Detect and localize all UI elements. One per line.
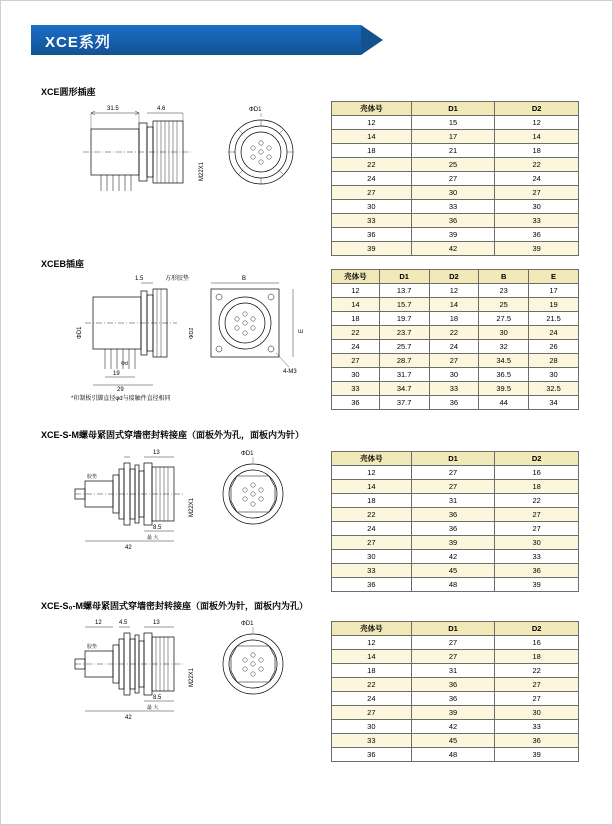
table-row: [332, 734, 579, 748]
cell-shell: 22: [332, 158, 412, 172]
svg-text:13: 13: [153, 620, 160, 626]
cell-shell: 30: [332, 720, 412, 734]
cell-d1: 25.7: [379, 340, 429, 354]
cell-d2: 39: [495, 242, 579, 256]
svg-text:12: 12: [95, 620, 102, 626]
cell-shell: 12: [332, 466, 412, 480]
cell-d2: 30: [495, 200, 579, 214]
col-header-d2: D2: [495, 102, 579, 116]
col-header-shell: 壳体号: [332, 452, 412, 466]
section-title-xce-round: XCE圆形插座: [41, 87, 96, 97]
cell-d1: 42: [411, 720, 495, 734]
svg-text:Φd: Φd: [121, 361, 128, 367]
cell-d2: 18: [495, 480, 579, 494]
footnote-xceb: *印制板引脚直径φd与接触件直径相同: [71, 396, 171, 402]
col-header-d2: D2: [495, 452, 579, 466]
cell-shell: 27: [332, 536, 412, 550]
cell-shell: 18: [332, 664, 412, 678]
cell-shell: 36: [332, 228, 412, 242]
cell-d1: 27: [411, 650, 495, 664]
cell-d2: 30: [429, 368, 479, 382]
svg-text:ΦD1: ΦD1: [249, 107, 262, 113]
section-title-xceb: XCEB插座: [41, 259, 85, 269]
svg-text:ΦD1: ΦD1: [241, 621, 254, 627]
cell-shell: 12: [332, 116, 412, 130]
cell-d2: 33: [429, 382, 479, 396]
cell-d2: 24: [495, 172, 579, 186]
cell-d1: 31: [411, 494, 495, 508]
cell-shell: 14: [332, 130, 412, 144]
table-row: [332, 158, 579, 172]
cell-e: 34: [529, 396, 579, 410]
col-header-shell: 壳体号: [332, 622, 412, 636]
table-row: [332, 298, 579, 312]
table-xce-s-m: [331, 451, 579, 592]
svg-text:E: E: [299, 328, 305, 333]
cell-shell: 12: [332, 284, 380, 298]
cell-shell: 36: [332, 748, 412, 762]
cell-d1: 39: [411, 228, 495, 242]
cell-e: 30: [529, 368, 579, 382]
svg-text:方形胶垫: 方形胶垫: [165, 276, 190, 282]
cell-e: 17: [529, 284, 579, 298]
page-header-banner: [31, 25, 401, 55]
drawing-xceb: [61, 269, 311, 399]
cell-d2: 22: [495, 664, 579, 678]
cell-d1: 19.7: [379, 312, 429, 326]
svg-text:42: 42: [125, 715, 132, 721]
cell-d2: 18: [495, 144, 579, 158]
table-header-row: [332, 622, 579, 636]
cell-d2: 22: [495, 158, 579, 172]
svg-text:ΦD1: ΦD1: [77, 326, 83, 339]
cell-shell: 14: [332, 298, 380, 312]
cell-d1: 42: [411, 242, 495, 256]
drawing-xce-round: [61, 99, 311, 209]
svg-text:M22X1: M22X1: [189, 667, 195, 687]
cell-d2: 24: [429, 340, 479, 354]
table-row: [332, 382, 579, 396]
table-row: [332, 664, 579, 678]
svg-text:4.5: 4.5: [119, 620, 128, 626]
cell-d2: 33: [495, 214, 579, 228]
col-header-e: E: [529, 270, 579, 284]
cell-d2: 18: [429, 312, 479, 326]
cell-e: 21.5: [529, 312, 579, 326]
cell-shell: 30: [332, 550, 412, 564]
table-row: [332, 678, 579, 692]
svg-text:ΦD2: ΦD2: [189, 327, 195, 339]
col-header-d2: D2: [429, 270, 479, 284]
cell-shell: 18: [332, 494, 412, 508]
cell-b: 36.5: [479, 368, 529, 382]
table-row: [332, 692, 579, 706]
section-title-xce-s0-m: XCE-S₀-M螺母紧固式穿墙密封转接座（面板外为针，面板内为孔）: [41, 601, 309, 611]
cell-d2: 30: [495, 536, 579, 550]
cell-d2: 18: [495, 650, 579, 664]
cell-d2: 27: [429, 354, 479, 368]
svg-text:31.5: 31.5: [107, 106, 119, 112]
col-header-b: B: [479, 270, 529, 284]
cell-d2: 27: [495, 508, 579, 522]
cell-d2: 39: [495, 748, 579, 762]
cell-d1: 36: [411, 508, 495, 522]
cell-d2: 27: [495, 522, 579, 536]
cell-shell: 30: [332, 200, 412, 214]
col-header-d1: D1: [411, 622, 495, 636]
cell-b: 25: [479, 298, 529, 312]
table-row: [332, 326, 579, 340]
table-row: [332, 508, 579, 522]
cell-d1: 17: [411, 130, 495, 144]
col-header-d1: D1: [411, 452, 495, 466]
svg-text:最 大: 最 大: [147, 535, 159, 541]
cell-d1: 23.7: [379, 326, 429, 340]
table-row: [332, 466, 579, 480]
table-header-row: [332, 270, 579, 284]
svg-text:4-M3: 4-M3: [283, 369, 297, 375]
table-row: [332, 172, 579, 186]
table-row: [332, 130, 579, 144]
cell-shell: 27: [332, 706, 412, 720]
table-row: [332, 284, 579, 298]
cell-d1: 27: [411, 466, 495, 480]
cell-d2: 12: [495, 116, 579, 130]
table-row: [332, 650, 579, 664]
cell-b: 27.5: [479, 312, 529, 326]
cell-d1: 28.7: [379, 354, 429, 368]
drawing-xce-s0-m: [61, 615, 311, 740]
svg-text:ΦD1: ΦD1: [241, 451, 254, 457]
cell-shell: 33: [332, 382, 380, 396]
cell-shell: 22: [332, 508, 412, 522]
cell-shell: 36: [332, 396, 380, 410]
cell-d1: 36: [411, 678, 495, 692]
table-row: [332, 720, 579, 734]
cell-e: 26: [529, 340, 579, 354]
cell-d2: 36: [495, 228, 579, 242]
cell-d1: 31: [411, 664, 495, 678]
table-row: [332, 354, 579, 368]
cell-d1: 31.7: [379, 368, 429, 382]
svg-text:M22X1: M22X1: [189, 497, 195, 517]
table-row: [332, 228, 579, 242]
table-row: [332, 564, 579, 578]
cell-d1: 33: [411, 200, 495, 214]
cell-b: 34.5: [479, 354, 529, 368]
svg-text:13: 13: [153, 450, 160, 456]
table-row: [332, 748, 579, 762]
svg-text:胶垫: 胶垫: [87, 644, 98, 650]
cell-d2: 14: [429, 298, 479, 312]
cell-shell: 12: [332, 636, 412, 650]
table-row: [332, 200, 579, 214]
cell-shell: 24: [332, 340, 380, 354]
cell-b: 44: [479, 396, 529, 410]
col-header-d1: D1: [411, 102, 495, 116]
svg-text:胶垫: 胶垫: [87, 474, 98, 480]
cell-d1: 27: [411, 636, 495, 650]
cell-shell: 33: [332, 214, 412, 228]
cell-shell: 18: [332, 312, 380, 326]
table-row: [332, 242, 579, 256]
svg-text:1.5: 1.5: [135, 276, 144, 282]
table-row: [332, 214, 579, 228]
table-row: [332, 480, 579, 494]
cell-shell: 33: [332, 734, 412, 748]
drawing-xce-s-m: [61, 445, 311, 570]
cell-shell: 30: [332, 368, 380, 382]
cell-d2: 27: [495, 186, 579, 200]
cell-d1: 36: [411, 522, 495, 536]
cell-b: 23: [479, 284, 529, 298]
cell-shell: 22: [332, 678, 412, 692]
table-header-row: [332, 102, 579, 116]
col-header-d2: D2: [495, 622, 579, 636]
cell-shell: 27: [332, 186, 412, 200]
cell-d1: 25: [411, 158, 495, 172]
cell-d1: 34.7: [379, 382, 429, 396]
cell-shell: 33: [332, 564, 412, 578]
table-row: [332, 186, 579, 200]
table-row: [332, 536, 579, 550]
cell-d1: 21: [411, 144, 495, 158]
cell-shell: 22: [332, 326, 380, 340]
table-row: [332, 550, 579, 564]
cell-d1: 45: [411, 564, 495, 578]
cell-d1: 36: [411, 692, 495, 706]
cell-d1: 27: [411, 480, 495, 494]
table-row: [332, 368, 579, 382]
table-row: [332, 144, 579, 158]
cell-shell: 39: [332, 242, 412, 256]
cell-d1: 48: [411, 578, 495, 592]
table-row: [332, 494, 579, 508]
svg-text:8.5: 8.5: [153, 525, 162, 531]
table-xceb: [331, 269, 579, 410]
svg-text:29: 29: [117, 387, 124, 393]
table-row: [332, 340, 579, 354]
table-row: [332, 578, 579, 592]
table-row: [332, 636, 579, 650]
cell-d1: 27: [411, 172, 495, 186]
svg-text:B: B: [242, 276, 247, 282]
cell-shell: 24: [332, 692, 412, 706]
cell-d2: 39: [495, 578, 579, 592]
cell-shell: 14: [332, 480, 412, 494]
cell-d1: 39: [411, 706, 495, 720]
cell-b: 30: [479, 326, 529, 340]
svg-text:19: 19: [113, 371, 120, 377]
cell-d2: 16: [495, 466, 579, 480]
page-title: XCE系列: [45, 34, 111, 51]
cell-d2: 22: [429, 326, 479, 340]
svg-text:4.6: 4.6: [157, 106, 166, 112]
svg-text:42: 42: [125, 545, 132, 551]
cell-d2: 27: [495, 692, 579, 706]
svg-text:最 大: 最 大: [147, 705, 159, 711]
cell-b: 39.5: [479, 382, 529, 396]
cell-d1: 42: [411, 550, 495, 564]
cell-d1: 48: [411, 748, 495, 762]
table-header-row: [332, 452, 579, 466]
cell-d2: 16: [495, 636, 579, 650]
cell-d1: 15: [411, 116, 495, 130]
cell-shell: 24: [332, 522, 412, 536]
table-row: [332, 116, 579, 130]
cell-shell: 14: [332, 650, 412, 664]
cell-d1: 30: [411, 186, 495, 200]
cell-e: 32.5: [529, 382, 579, 396]
cell-d2: 22: [495, 494, 579, 508]
cell-d2: 30: [495, 706, 579, 720]
col-header-shell: 壳体号: [332, 102, 412, 116]
cell-d1: 13.7: [379, 284, 429, 298]
cell-d2: 14: [495, 130, 579, 144]
cell-b: 32: [479, 340, 529, 354]
table-xce-s0-m: [331, 621, 579, 762]
cell-shell: 24: [332, 172, 412, 186]
cell-shell: 18: [332, 144, 412, 158]
cell-d1: 15.7: [379, 298, 429, 312]
cell-d1: 37.7: [379, 396, 429, 410]
cell-d1: 45: [411, 734, 495, 748]
svg-text:M22X1: M22X1: [199, 161, 205, 181]
table-xce-round: [331, 101, 579, 256]
table-row: [332, 706, 579, 720]
table-row: [332, 522, 579, 536]
banner-arrow-icon: [361, 25, 383, 55]
cell-d2: 12: [429, 284, 479, 298]
cell-e: 28: [529, 354, 579, 368]
cell-d2: 27: [495, 678, 579, 692]
cell-d2: 36: [495, 734, 579, 748]
cell-e: 24: [529, 326, 579, 340]
cell-d1: 36: [411, 214, 495, 228]
table-row: [332, 312, 579, 326]
cell-d2: 36: [495, 564, 579, 578]
table-row: [332, 396, 579, 410]
svg-text:8.5: 8.5: [153, 695, 162, 701]
cell-shell: 36: [332, 578, 412, 592]
cell-d1: 39: [411, 536, 495, 550]
cell-d2: 33: [495, 550, 579, 564]
cell-e: 19: [529, 298, 579, 312]
col-header-shell: 壳体号: [332, 270, 380, 284]
section-title-xce-s-m: XCE-S-M螺母紧固式穿墙密封转接座（面板外为孔，面板内为针）: [41, 430, 305, 440]
cell-d2: 36: [429, 396, 479, 410]
col-header-d1: D1: [379, 270, 429, 284]
cell-d2: 33: [495, 720, 579, 734]
cell-shell: 27: [332, 354, 380, 368]
